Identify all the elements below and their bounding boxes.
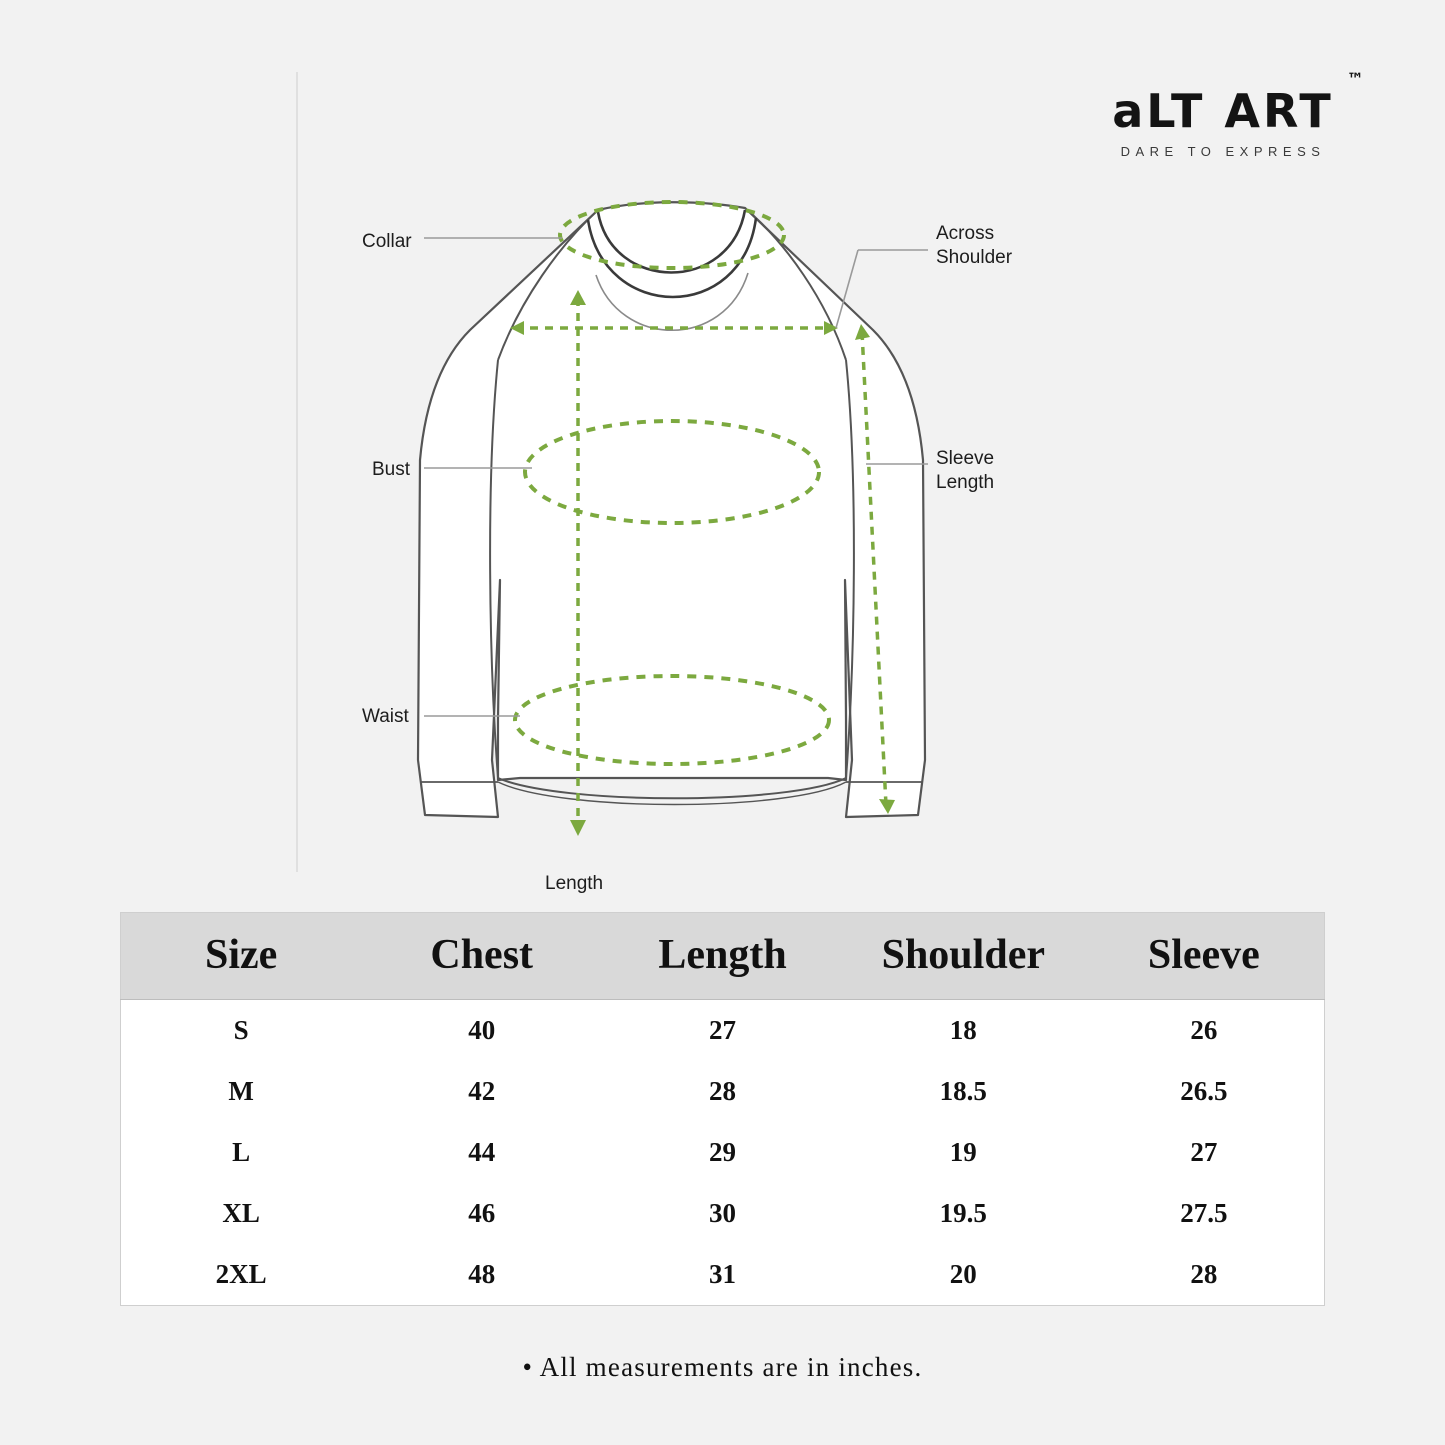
measurement-units-note: • All measurements are in inches.: [522, 1352, 923, 1382]
cell-shoulder: 19.5: [939, 1198, 987, 1228]
label-length: Length: [545, 873, 604, 894]
cell-size: L: [232, 1137, 251, 1167]
cell-size: M: [228, 1076, 254, 1106]
cell-chest: 48: [468, 1259, 496, 1289]
column-header-shoulder: Shoulder: [843, 913, 1084, 1000]
column-header-size: Size: [121, 913, 362, 1000]
label-waist: Waist: [362, 706, 409, 727]
table-row: [121, 1183, 1325, 1244]
cell-size: S: [233, 1015, 249, 1045]
trademark-symbol: ™: [1346, 70, 1364, 90]
column-header-chest: Chest: [361, 913, 602, 1000]
label-sleeve-length-line1: Sleeve: [936, 448, 995, 469]
cell-length: 29: [708, 1137, 736, 1167]
cell-sleeve: 26.5: [1180, 1076, 1228, 1106]
cell-chest: 46: [468, 1198, 496, 1228]
brand-tagline: DARE TO EXPRESS: [1120, 144, 1326, 159]
label-across-shoulder: [936, 222, 1012, 270]
label-sleeve-length: [936, 447, 994, 495]
label-bust: Bust: [372, 459, 411, 480]
column-header-sleeve: Sleeve: [1084, 913, 1325, 1000]
cell-length: 27: [708, 1015, 736, 1045]
cell-sleeve: 28: [1190, 1259, 1218, 1289]
label-collar: Collar: [362, 231, 412, 252]
cell-length: 30: [708, 1198, 736, 1228]
cell-sleeve: 26: [1190, 1015, 1218, 1045]
label-across-shoulder-line1: Across: [936, 223, 995, 244]
measurement-diagram: [0, 60, 1445, 900]
cell-shoulder: 18.5: [939, 1076, 987, 1106]
cell-sleeve: 27.5: [1180, 1198, 1228, 1228]
cell-sleeve: 27: [1190, 1137, 1218, 1167]
table-row: [121, 1000, 1325, 1062]
cell-size: XL: [222, 1198, 260, 1228]
cell-chest: 42: [468, 1076, 496, 1106]
label-across-shoulder-line2: Shoulder: [936, 246, 1013, 268]
column-header-length: Length: [602, 913, 843, 1000]
cell-size: 2XL: [215, 1259, 267, 1289]
table-row: [121, 1244, 1325, 1306]
cell-length: 31: [708, 1259, 736, 1289]
brand-name-text: aLT ART: [1112, 84, 1334, 138]
label-sleeve-length-line2: Length: [936, 471, 995, 493]
cell-length: 28: [708, 1076, 736, 1106]
table-header-row: [121, 913, 1325, 1000]
cell-shoulder: 20: [949, 1259, 977, 1289]
cell-shoulder: 18: [949, 1015, 977, 1045]
tshirt-svg: [0, 60, 1445, 900]
cell-chest: 44: [468, 1137, 496, 1167]
table-row: [121, 1122, 1325, 1183]
table-body: [121, 1000, 1325, 1306]
table-head: [121, 913, 1325, 1000]
size-chart-table: [120, 912, 1325, 1306]
table-row: [121, 1061, 1325, 1122]
cell-chest: 40: [468, 1015, 496, 1045]
cell-shoulder: 19: [949, 1137, 977, 1167]
